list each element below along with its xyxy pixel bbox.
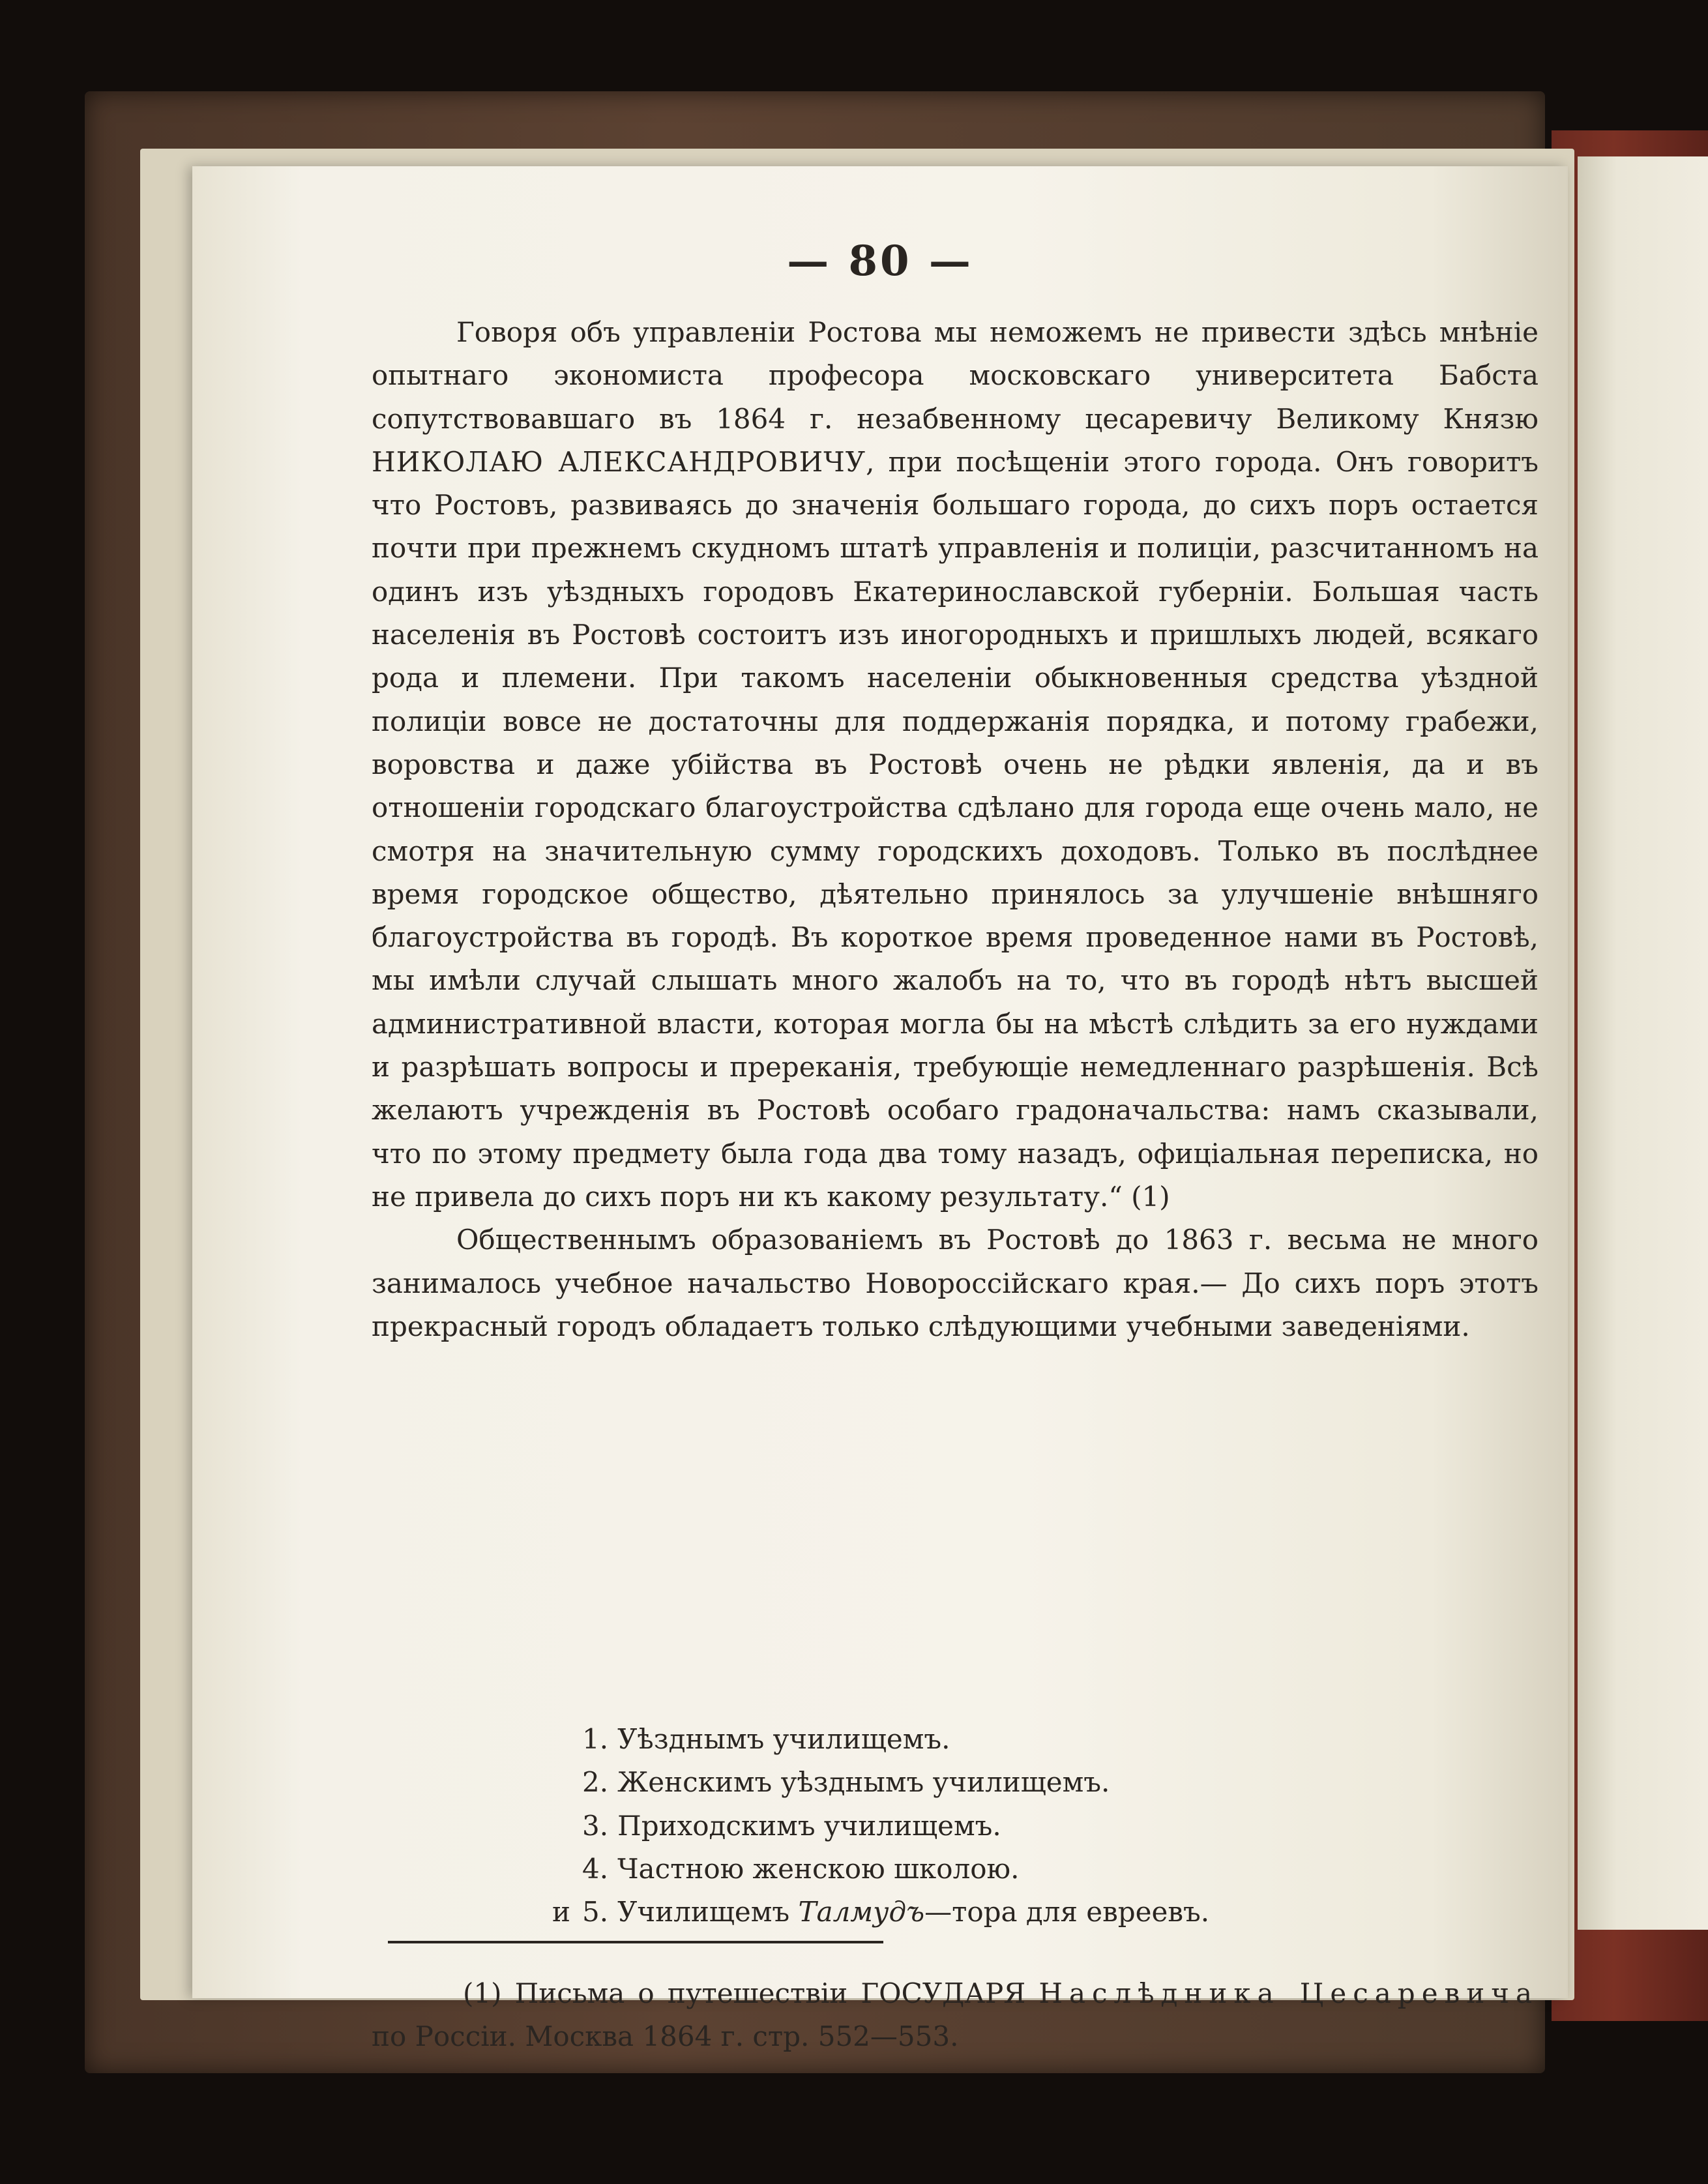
list-item	[531, 1761, 1509, 1804]
footnote-text-a: (1) Письма о путешествіи	[463, 1977, 861, 2009]
list-item-text: Частною женскою школою.	[617, 1852, 1020, 1885]
paragraph-1-text-a: Говоря объ управленіи Ростова мы неможемъ не привести здѣсь мнѣніе опытнаго экономиста професора московскаго университета Бабста сопутствовавшаго въ 1864 г. незабвенному цесаревичу Великому Князю	[372, 316, 1539, 435]
footnote	[372, 1972, 1539, 2059]
paragraph-1-text-b: , при посѣщеніи этого города. Онъ говоритъ что Ростовъ, развиваясь до значенія большаго города, до сихъ поръ остается почти при прежнемъ скудномъ штатѣ управленія и полиціи, разсчитанномъ на одинъ изъ уѣздныхъ городовъ Екатеринославской губерніи. Большая часть населенія въ Ростовѣ состоитъ изъ иногородныхъ и пришлыхъ людей, всякаго рода и племени. При такомъ населеніи обыкновенныя средства уѣздной полиціи вовсе не достаточны для поддержанія порядка, и потому грабежи, воровства и даже убійства въ Ростовѣ очень не рѣдки явленія, да и въ отношеніи городскаго благоустройства сдѣлано для города еще очень мало, не смотря на значительную сумму городскихъ доходовъ. Только въ послѣднее время городское общество, дѣятельно принялось за улучшеніе внѣшняго благоустройства въ городѣ. Въ короткое время проведенное нами въ Ростовѣ, мы имѣли случай слышать много жалобъ на то, что въ городѣ нѣтъ высшей административной власти, которая могла бы на мѣстѣ слѣдить за его нуждами и разрѣшать вопросы и пререканія, требующіе немедленнаго разрѣшенія. Всѣ желаютъ учрежденія въ Ростовѣ особаго градоначальства: намъ сказывали, что по этому предмету была года два тому назадъ, офиціальная переписка, но не привела до сихъ поръ ни къ какому результату.“ (1)	[372, 445, 1539, 1213]
footnote-text	[372, 1972, 1539, 2059]
list-item	[531, 1718, 1509, 1761]
book-page	[192, 166, 1568, 2053]
footnote-text-c: по Россіи. Москва 1864 г. стр. 552—553.	[372, 2020, 959, 2053]
footnote-text-b	[1025, 1977, 1038, 2009]
list-item-text-a: Училищемъ	[617, 1896, 799, 1928]
list-item-number: 1.	[582, 1723, 609, 1755]
list-item	[531, 1805, 1509, 1848]
paragraph-2: Общественнымъ образованіемъ въ Ростовѣ до 1863 г. весьма не много занималось учебное начальство Новороссійскаго края.— До сихъ поръ этотъ прекрасный городъ обладаетъ только слѣдующими учебными заведеніями.	[372, 1224, 1539, 1342]
page-number: — 80 —	[787, 237, 973, 286]
schools-list	[531, 1718, 1509, 1934]
list-item-text-b: —тора для евреевъ.	[924, 1896, 1210, 1928]
adjacent-page-edge	[1578, 156, 1708, 1930]
list-item-number: 2.	[582, 1766, 609, 1799]
list-item-number: 3.	[582, 1809, 609, 1842]
list-item-number: 4.	[582, 1852, 609, 1885]
list-item-text: Уѣзднымъ училищемъ.	[617, 1723, 950, 1755]
list-item-text-italic: Талмудъ	[798, 1896, 925, 1928]
footnote-divider	[388, 1941, 883, 1943]
list-item	[531, 1891, 1509, 1934]
list-item-text: Приходскимъ училищемъ.	[617, 1809, 1001, 1842]
paragraph-1-name: НИКОЛАЮ АЛЕКСАНДРОВИЧУ	[372, 445, 866, 478]
list-item	[531, 1848, 1509, 1891]
list-item-number: 5.	[582, 1896, 609, 1928]
list-item-prefix: и	[552, 1896, 570, 1928]
paragraph-1	[372, 311, 1539, 1218]
body-text	[372, 311, 1539, 1348]
footnote-caps: ГОСУДАРЯ	[861, 1977, 1026, 2009]
footnote-spaced-text: Наслѣдника Цесаревича	[1038, 1977, 1539, 2009]
list-item-text: Женскимъ уѣзднымъ училищемъ.	[617, 1766, 1110, 1799]
